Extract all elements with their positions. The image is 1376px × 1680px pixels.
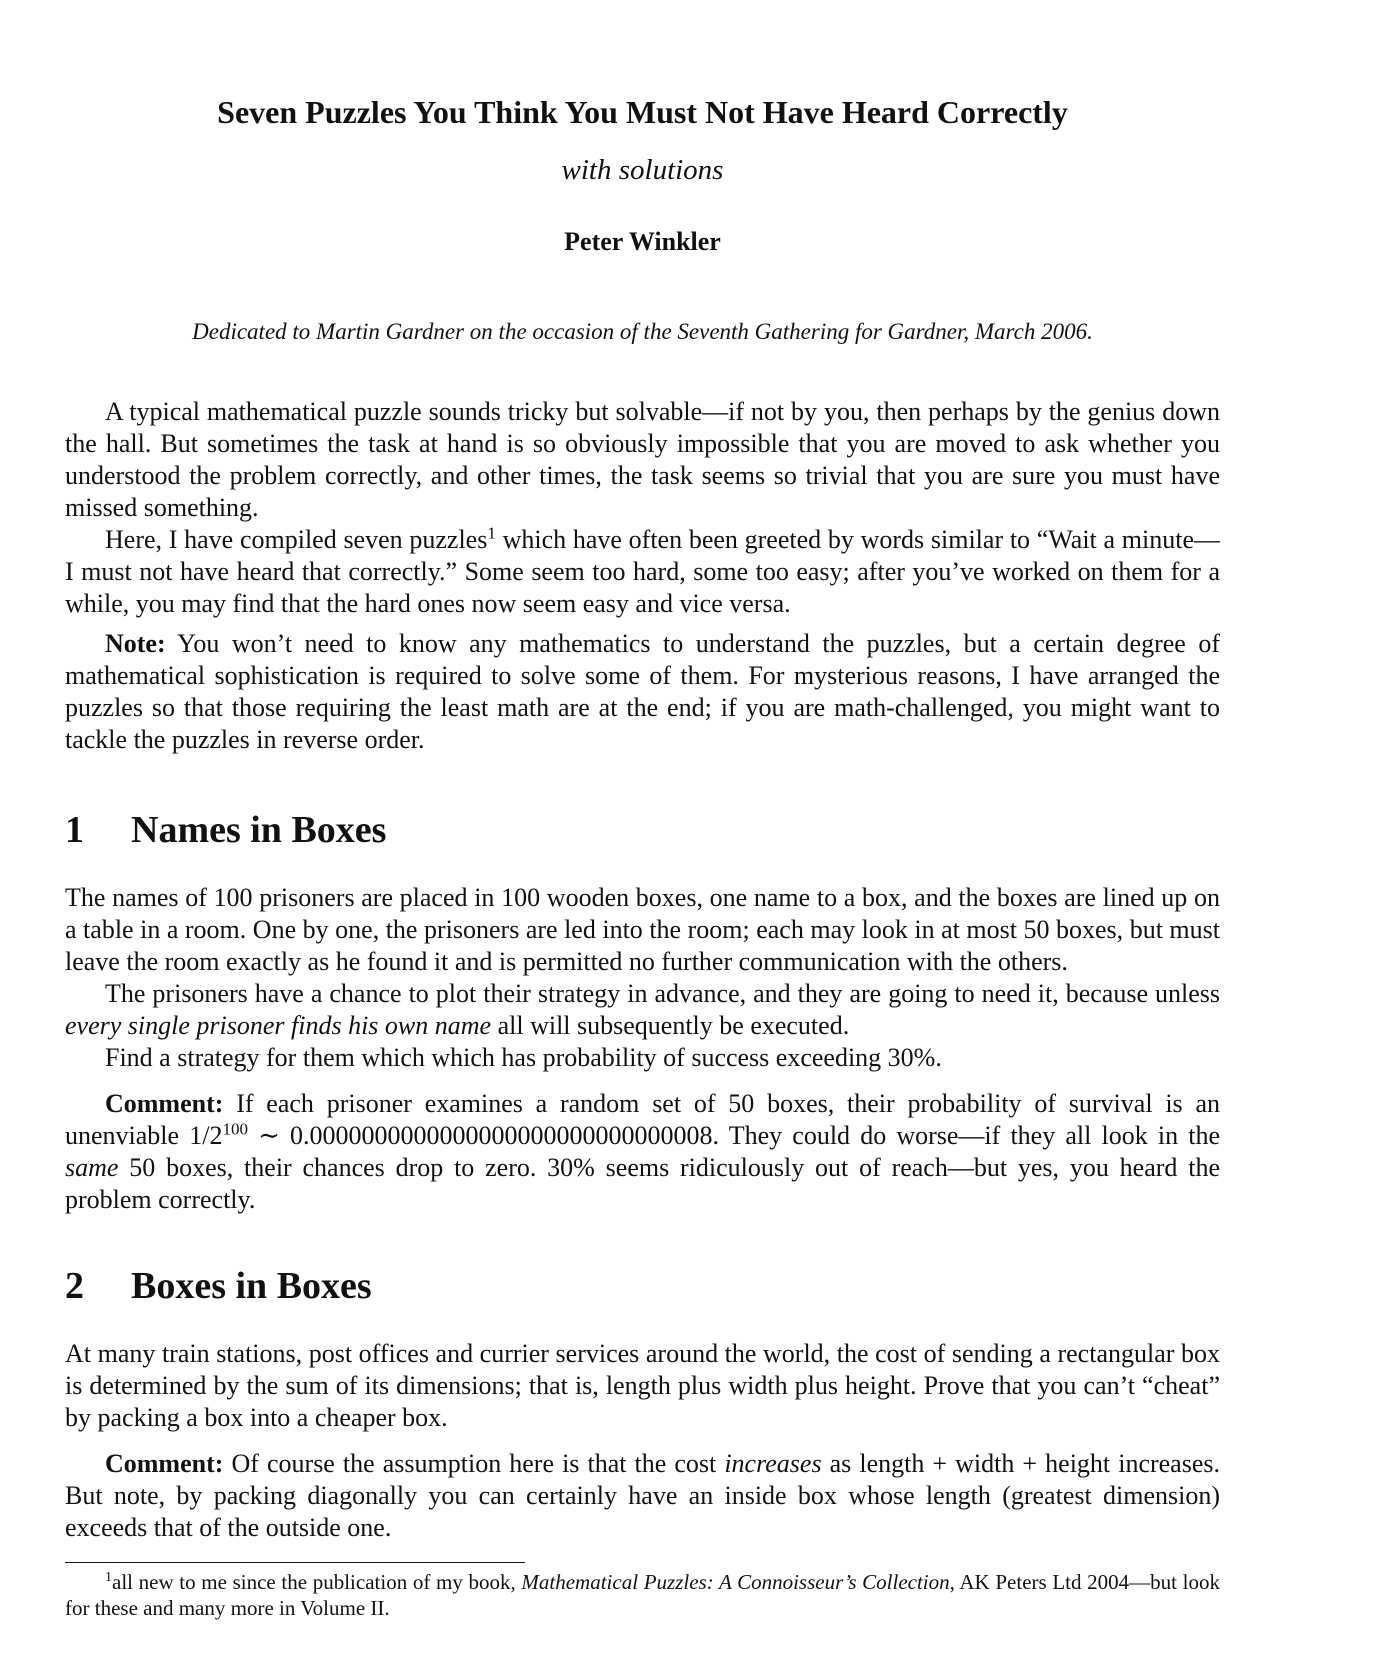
s1-comment-b: ∼ 0.0000000000000000000000000000008. They could do worse—if they all look in the bbox=[247, 1121, 1221, 1150]
s1-comment-exponent: 100 bbox=[222, 1119, 248, 1139]
s2-comment-a: Of course the assumption here is that the cost bbox=[223, 1449, 725, 1478]
s2-comment-label: Comment: bbox=[105, 1449, 224, 1478]
section-1-title: Names in Boxes bbox=[131, 809, 387, 851]
section-2-comment bbox=[65, 1448, 1220, 1544]
s1-comment-emphasis: same bbox=[65, 1153, 119, 1182]
section-1-comment bbox=[65, 1088, 1220, 1216]
author-name: Peter Winkler bbox=[564, 227, 721, 256]
section-1-paragraph-3: Find a strategy for them which which has probability of success exceeding 30%. bbox=[105, 1043, 942, 1072]
s2-comment-emphasis: increases bbox=[724, 1449, 822, 1478]
section-1-paragraph-2 bbox=[65, 978, 1220, 1042]
s1-comment-label: Comment: bbox=[105, 1089, 224, 1118]
section-2-title: Boxes in Boxes bbox=[131, 1265, 372, 1307]
s2-comment-b: as length + width + height increases. But note, by packing diagonally you can certainly have an inside box whose length (greatest dimension) exceeds that of the outside one. bbox=[65, 1449, 1220, 1542]
paper-subtitle: with solutions bbox=[561, 154, 724, 186]
section-1-number: 1 bbox=[65, 809, 84, 851]
intro-paragraph-1: A typical mathematical puzzle sounds tricky but solvable—if not by you, then perhaps by the genius down the hall. But sometimes the task at hand is so obviously impossible that you are moved to ask whether you understood the problem correctly, and other times, the task seems so trivial that you are sure you must have missed something. bbox=[65, 397, 1220, 522]
dedication: Dedicated to Martin Gardner on the occasion of the Seventh Gathering for Gardner, March 2006. bbox=[192, 319, 1093, 344]
s1-p2-emphasis: every single prisoner finds his own name bbox=[65, 1011, 492, 1040]
section-2-body bbox=[65, 1338, 1220, 1544]
note-paragraph bbox=[65, 628, 1220, 756]
s1-comment-c: 50 boxes, their chances drop to zero. 30% seems ridiculously out of reach—but yes, you heard the problem correctly. bbox=[65, 1153, 1220, 1214]
s1-p2-end: all will subsequently be executed. bbox=[491, 1011, 850, 1040]
intro-p2-rest: which have often been greeted by words similar to “Wait a minute—I must not have heard that correctly.” Some seem too hard, some too easy; after you’ve worked on them for a while, you may find that the hard ones now seem easy and vice versa. bbox=[65, 525, 1220, 618]
section-1-paragraph-1: The names of 100 prisoners are placed in 100 wooden boxes, one name to a box, and the boxes are lined up on a table in a room. One by one, the prisoners are led into the room; each may look in at most 50 boxes, but must leave the room exactly as he found it and is permitted no further communication with the others. bbox=[65, 883, 1220, 976]
paper-title: Seven Puzzles You Think You Must Not Have Heard Correctly bbox=[217, 94, 1068, 130]
s1-p2-start: The prisoners have a chance to plot their strategy in advance, and they are going to need it, because unless bbox=[105, 979, 1220, 1008]
section-1-body bbox=[65, 882, 1220, 1216]
footnote-book-title: Mathematical Puzzles: A Connoisseur’s Collection bbox=[521, 1570, 950, 1594]
footnote-text-a: all new to me since the publication of my book, bbox=[112, 1570, 522, 1594]
footnote-mark: 1 bbox=[105, 1570, 112, 1585]
intro-paragraph-2 bbox=[65, 524, 1220, 620]
intro-p2-start: Here, I have compiled seven puzzles bbox=[105, 525, 488, 554]
footnote-divider bbox=[65, 1562, 525, 1563]
introduction bbox=[65, 396, 1220, 756]
footnote-text-b: , AK Peters Ltd 2004—but look for these and many more in Volume II. bbox=[65, 1570, 1221, 1620]
section-2-number: 2 bbox=[65, 1265, 84, 1307]
note-text: You won’t need to know any mathematics to understand the puzzles, but a certain degree of mathematical sophistication is required to solve some of them. For mysterious reasons, I have arranged the puzzles so that those requiring the least math are at the end; if you are math-challenged, you might want to tackle the puzzles in reverse order. bbox=[65, 629, 1220, 754]
footnote-reference: 1 bbox=[487, 523, 496, 543]
paper-page bbox=[65, 80, 1220, 1621]
note-label: Note: bbox=[105, 629, 166, 658]
footnote bbox=[65, 1569, 1220, 1621]
section-1-heading bbox=[65, 808, 1220, 852]
section-2-heading bbox=[65, 1264, 1220, 1308]
section-2-paragraph-1: At many train stations, post offices and currier services around the world, the cost of sending a rectangular box is determined by the sum of its dimensions; that is, length plus width plus height. Prove that you can’t “cheat” by packing a box into a cheaper box. bbox=[65, 1339, 1220, 1432]
s1-comment-a: If each prisoner examines a random set of 50 boxes, their probability of survival is an unenviable 1/2 bbox=[65, 1089, 1220, 1150]
